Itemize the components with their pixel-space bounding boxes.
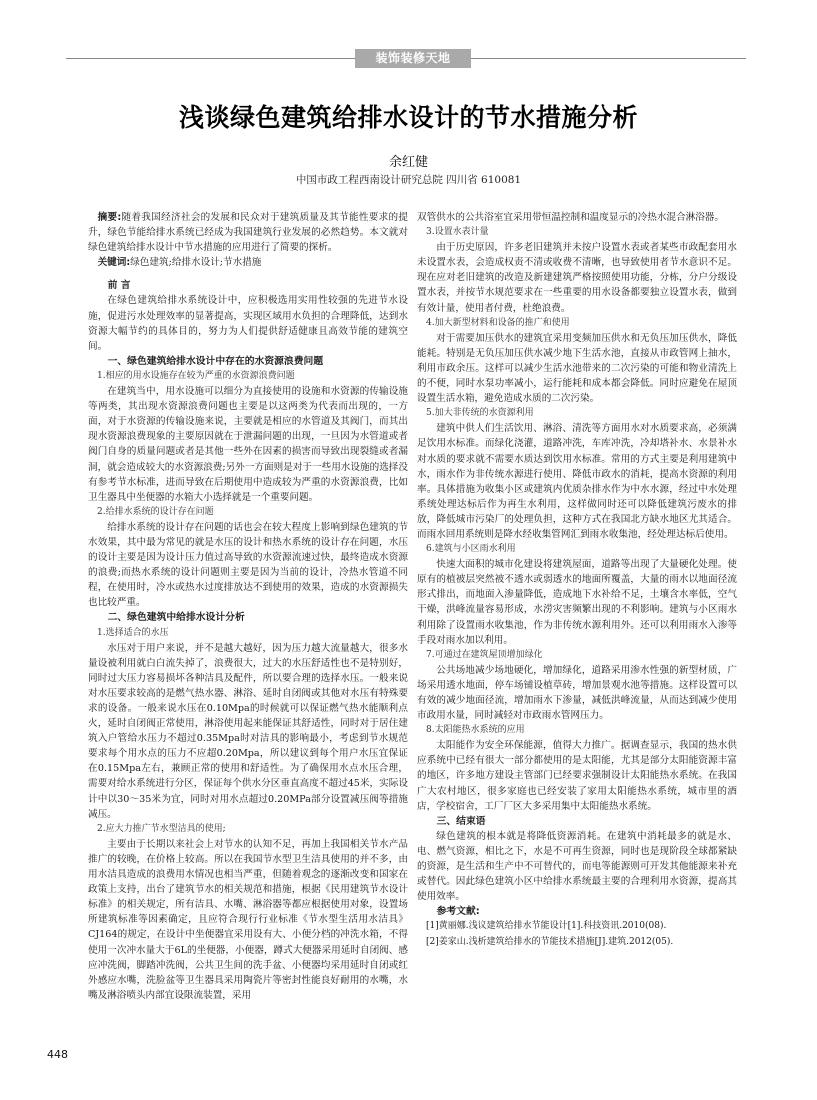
subsection-heading-2-4: 4.加大新型材料和设备的推广和使用 — [426, 317, 570, 328]
article-title: 浅谈绿色建筑给排水设计的节水措施分析 — [178, 103, 638, 132]
subsection-heading-1-1: 1.相应的用水设施存在较为严重的水资源浪费问题 — [97, 370, 295, 381]
right-column — [417, 210, 737, 950]
paragraph-continued: 双管供水的公共浴室宜采用带恒温控制和温度显示的冷热水混合淋浴器。 — [417, 212, 724, 223]
reference-1: [1]黄丽娜.浅议建筑给排水节能设计[1].科技资讯.2010(08). — [426, 921, 667, 932]
paragraph-2-2: 主要由于长期以来社会上对节水的认知不足，再加上我国相关节水产品推广的较晚，在价格上较高。所以在我国节水型卫生洁具使用的并不多，由用水洁具造成的浪费用水情况也相当严重，但随着观念的逐渐改变和国家在政策上支持，出台了建筑节水的相关规范和措施，根据《民用建筑节水设计标准》的相关规定，所有洁具、水嘴、淋浴器等都应根据使用对象，设置场所建筑标准等因素确定，且应符合现行行业标准《节水型生活用水洁具》CJ164的规定，在设计中坐便器宜采用设有大、小便分档的冲洗水箱，不得使用一次冲水量大于6L的坐便器，小便器，蹲式大便器采用延时自闭阀、感应冲洗阀，脚踏冲洗阀，公共卫生间的洗手盆、小便器均采用延时自闭或红外感应水嘴，洗脸盆等卫生器具采用陶瓷片等密封性能良好耐用的水嘴，水嘴及淋浴喷头内部宜设限流装置，采用 — [88, 838, 408, 1001]
keywords-text: 绿色建筑;给排水设计;节水措施 — [130, 257, 262, 269]
paragraph-2-5: 建筑中供人们生活饮用、淋浴、清洗等方面用水对水质要求高，必须满足饮用水标准。而绿化浇灌，道路冲洗，车库冲洗，冷却塔补水、水景补水对水质的要求就不需要水质达到饮用水标准。常用的方式主要是利用建筑中水，雨水作为非传统水源进行使用、降低市政水的消耗，提高水资源的利用率。具体措施为收集小区或建筑内优质杂排水作为中水水源，经过中水处理系统处理达标后作为再生水利用，这样做同时还可以降低建筑污废水的排放，降低城市污染厂的处理负担，这种方式在我国北方缺水地区尤其适合。而雨水回用系统则是降水经收集管网汇到雨水收集池，经处理达标后使用。 — [417, 423, 737, 540]
subsection-heading-2-3: 3.设置水表计量 — [426, 227, 489, 238]
paragraph-2-7: 公共场地减少场地硬化，增加绿化，道路采用渗水性强的新型材质，广场采用透水地面，停车场铺设植草砖，增加景观水池等措施。这样设置可以有效的减少地面径流，增加雨水下渗量，减低洪峰流量，从而达到减少使用市政用水量，同时减轻对市政雨水管网压力。 — [417, 664, 737, 722]
section-heading-1: 一、绿色建筑给排水设计中存在的水资源浪费问题 — [107, 355, 324, 367]
left-column — [88, 210, 408, 1003]
references-heading: 参考文献: — [436, 906, 480, 918]
article-author: 余红健 — [388, 155, 428, 170]
subsection-heading-1-2: 2.给排水系统的设计存在问题 — [97, 506, 214, 517]
subsection-heading-2-1: 1.选择适合的水压 — [97, 627, 169, 638]
reference-2: [2]姜家山.浅析建筑给排水的节能技术措施[J].建筑.2012(05). — [426, 936, 674, 947]
section-heading-3: 三、结束语 — [436, 815, 486, 827]
abstract — [88, 210, 408, 255]
paragraph-2-6: 快速大面积的城市化建设将建筑屋面，道路等出现了大量硬化处理。使原有的植被层突然被不透水或弱透水的地面所覆盖，大量的雨水以地面径流形式排出，而地面入渗量降低，造成地下水补给不足，土壤含水率低，空气干燥，洪峰流量容易形成，水涝灾害频繁出现的不利影响。建筑与小区雨水利用除了设置雨水收集池，作为非传统水源利用外。还可以利用雨水入渗等手段对雨水加以利用。 — [417, 559, 737, 646]
keywords-label: 关键词: — [97, 257, 131, 269]
section-heading-2: 二、绿色建筑中给排水设计分析 — [107, 612, 245, 624]
paragraph-1-2: 给排水系统的设计存在问题的话也会在较大程度上影响到绿色建筑的节水效果，其中最为常见的就是水压的设计和热水系统的设计存在问题，水压的设计主要是因为设计压力值过高导致的水资源流速过快，最终造成水资源的浪费;而热水系统的设计问题则主要是因为当前的设计，冷热水管道不同程，在使用时，冷水或热水过度排放达不到使用的效果，造成的水资源损失也比较严重。 — [88, 521, 408, 609]
subsection-heading-2-7: 7.可通过在建筑屋顶增加绿化 — [426, 649, 543, 660]
paragraph-3: 绿色建筑的根本就是将降低资源消耗。在建筑中消耗最多的就是水、电、燃气资源，相比之下，水是不可再生资源，同时也是现阶段全球都紧缺的资源，是生活和生产中不可替代的，而电等能源则可开发其他能源来补充或替代。因此绿色建筑小区中给排水系统最主要的合理利用水资源，提高其使用效率。 — [417, 830, 737, 903]
paragraph-intro: 在绿色建筑给排水系统设计中，应积极选用实用性较强的先进节水设施，促进污水处理效率的显著提高，实现区域用水负担的合理降低，达到水资源大幅节约的具体目的，努力为人们提供舒适健康且高效节能的建筑空间。 — [88, 295, 408, 352]
abstract-text: 随着我国经济社会的发展和民众对于建筑质量及其节能性要求的提升，绿色节能给排水系统已经成为我国建筑行业发展的必然趋势。本文就对绿色建筑给排水设计中节水措施的应用进行了简要的探析。 — [88, 212, 409, 254]
abstract-label: 摘要: — [97, 212, 122, 223]
subsection-heading-2-2: 2.应大力推广节水型洁具的使用; — [97, 823, 226, 834]
author-affiliation: 中国市政工程西南设计研究总院 四川省 610081 — [295, 174, 522, 186]
page-number: 448 — [47, 1048, 68, 1061]
paragraph-2-3: 由于历史原因，许多老旧建筑并未按户设置水表或者某些市政配套用水未设置水表，会造成权责不清或收费不清晰，也导致使用者节水意识不足。现在应对老旧建筑的改造及新建建筑严格按照使用功能，分栋，分户分级设置水表，并按节水规范要求在一些重要的用水设备都要独立设置水表，做到有效计量，使用者付费，杜绝浪费。 — [417, 242, 737, 314]
paragraph-2-8: 太阳能作为安全环保能源，值得大力推广。据调查显示，我国的热水供应系统中已经有很大一部分都使用的是太阳能，尤其是部分太阳能资源丰富的地区，许多地方建设主管部门已经要求强制设计太阳能热水系统。在我国广大农村地区，很多家庭也已经安装了家用太阳能热水系统，城市里的酒店，学校宿舍，工厂厂区大多采用集中太阳能热水系统。 — [417, 740, 737, 812]
subsection-heading-2-8: 8.太阳能热水系统的应用 — [426, 725, 525, 736]
keywords — [88, 255, 408, 270]
subsection-heading-2-6: 6.建筑与小区雨水利用 — [426, 544, 516, 555]
section-tab: 装饰装修天地 — [355, 49, 471, 68]
section-heading-intro: 前 言 — [107, 280, 131, 292]
paragraph-2-4: 对于需要加压供水的建筑宜采用变频加压供水和无负压加压供水，降低能耗。特别是无负压加压供水减少地下生活水池，直接从市政管网上抽水，利用市政余压。这样可以减少生活水池带来的二次污染的可能和物业清洗上的不便，同时水泵功率减小，运行能耗和成本都会降低。同时应避免在屋顶设置生活水箱，避免造成水质的二次污染。 — [417, 332, 737, 405]
subsection-heading-2-5: 5.加大非传统的水资源利用 — [426, 408, 534, 419]
paragraph-2-1: 水压对于用户来说，并不是越大越好，因为压力越大流量越大，很多水量设被利用就白白流失掉了，浪费很大，过大的水压舒适性也不是特别好，同时过大压力容易损坏各种洁具及配件，所以要合理的选择水压。一般来说对水压要求较高的是燃气热水器、淋浴、延时自闭阀或其他对水压有特殊要求的设备。一般来说水压在0.10Mpa的时候就可以保证燃气热水能顺利点火，延时自闭阀正常使用，淋浴使用起来能保证其舒适性，同时对于居住建筑入户管给水压力不超过0.35Mpa时对洁具的影响最小，考虑到节水规范要求每个用水点的压力不应超0.20Mpa，所以建议到每个用户水压宜保证在0.15Mpa左右，兼顾正常的使用和舒适性。为了确保用水点水压合理，需要对给水系统进行分区，保证每个供水分区垂直高度不超过45米，实际设计中以30～35米为宜，同时对用水点超过0.20MPa部分设置减压阀等措施减压。 — [88, 642, 408, 820]
paragraph-1-1: 在建筑当中，用水设施可以细分为直接使用的设施和水资源的传输设施等两类，其出现水资源浪费问题也主要是以这两类为代表而出现的，一方面，对于水资源的传输设施来说，主要就是相应的水管道及其阀门，而其出现水资源浪费现象的主要原因就在于泄漏问题的出现，一旦因为水管道或者阀门自身的质量问题或者是其他一些外在因素的损害而导致出现裂缝或者漏洞，就会造成较大的水资源浪费;另外一方面则是对于一些用水设施的选择没有参考节水标准，进而导致在后期使用中造成较为严重的水资源浪费，比如卫生器具中坐便器的水箱大小选择就是一个重要问题。 — [88, 386, 408, 503]
